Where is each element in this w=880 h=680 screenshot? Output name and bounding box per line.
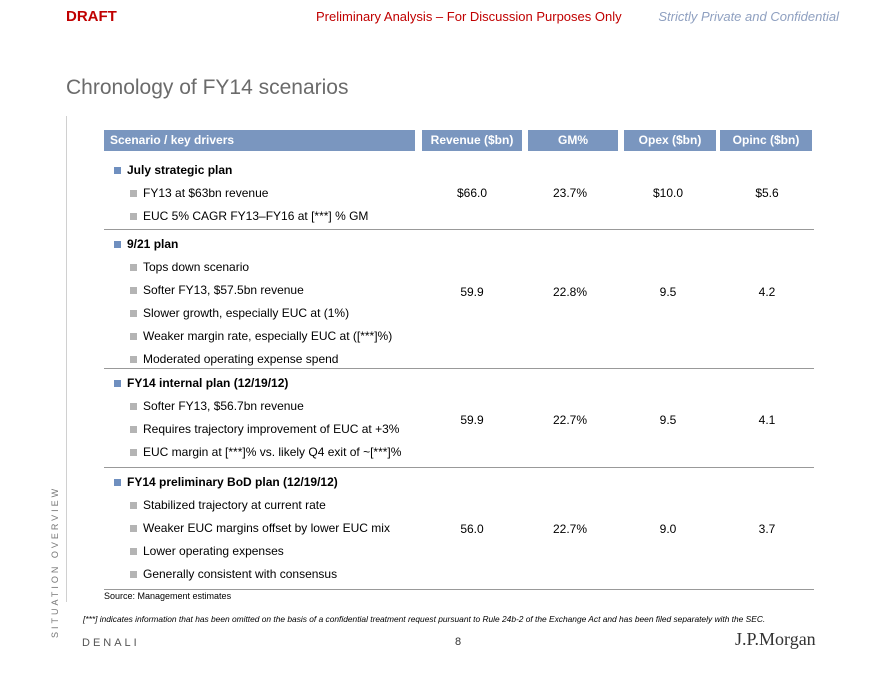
column-header-opinc: Opinc ($bn) (720, 130, 812, 151)
sub-bullet-square-icon (130, 548, 137, 555)
driver-item: Stabilized trajectory at current rate (143, 498, 326, 512)
gm-value: 23.7% (552, 186, 588, 200)
left-divider (66, 116, 67, 602)
revenue-value: 59.9 (460, 285, 484, 299)
bullet-square-icon (114, 241, 121, 248)
sub-bullet-square-icon (130, 403, 137, 410)
jpmorgan-logo: J.P.Morgan (735, 629, 816, 649)
opinc-value: $5.6 (755, 186, 779, 200)
sub-bullet-square-icon (130, 287, 137, 294)
sub-bullet-square-icon (130, 190, 137, 197)
sub-bullet-square-icon (130, 333, 137, 340)
footnote: [***] indicates information that has been omitted on the basis of a confidential treatment request pursuant to Rule 24b-2 of the Exchange Act and has been filed separately with the SEC. (83, 614, 766, 624)
sub-bullet-square-icon (130, 571, 137, 578)
column-header-scenario: Scenario / key drivers (104, 130, 415, 151)
row-separator (104, 229, 814, 230)
driver-item: Lower operating expenses (143, 544, 284, 558)
driver-item: Softer FY13, $57.5bn revenue (143, 283, 304, 297)
opex-value: 9.5 (659, 413, 677, 427)
scenario-name: July strategic plan (127, 163, 233, 177)
page-number: 8 (455, 636, 462, 648)
scenario-name: FY14 internal plan (12/19/12) (127, 376, 289, 390)
sub-bullet-square-icon (130, 525, 137, 532)
revenue-value: 59.9 (460, 413, 484, 427)
opinc-value: 3.7 (758, 522, 776, 536)
column-header-opex: Opex ($bn) (624, 130, 716, 151)
scenario-name: 9/21 plan (127, 237, 179, 251)
driver-item: Requires trajectory improvement of EUC at +3% (143, 422, 400, 436)
bullet-square-icon (114, 167, 121, 174)
confidential-notice: Strictly Private and Confidential (658, 9, 839, 24)
draft-label: DRAFT (66, 8, 117, 25)
driver-item: Softer FY13, $56.7bn revenue (143, 399, 304, 413)
row-separator (104, 368, 814, 369)
revenue-value: 56.0 (460, 522, 484, 536)
column-header-revenue: Revenue ($bn) (422, 130, 522, 151)
opex-value: 9.5 (659, 285, 677, 299)
sub-bullet-square-icon (130, 310, 137, 317)
driver-item: Weaker EUC margins offset by lower EUC mix (143, 521, 390, 535)
sub-bullet-square-icon (130, 213, 137, 220)
revenue-value: $66.0 (456, 186, 488, 200)
gm-value: 22.7% (552, 413, 588, 427)
driver-item: EUC margin at [***]% vs. likely Q4 exit of ~[***]% (143, 445, 402, 459)
opex-value: $10.0 (652, 186, 684, 200)
company-codename: DENALI (82, 637, 140, 649)
opinc-value: 4.2 (758, 285, 776, 299)
gm-value: 22.8% (552, 285, 588, 299)
scenario-name: FY14 preliminary BoD plan (12/19/12) (127, 475, 338, 489)
sub-bullet-square-icon (130, 356, 137, 363)
opinc-value: 4.1 (758, 413, 776, 427)
driver-item: Weaker margin rate, especially EUC at ([***]%) (143, 329, 393, 343)
column-header-gm: GM% (528, 130, 618, 151)
driver-item: Slower growth, especially EUC at (1%) (143, 306, 350, 320)
sub-bullet-square-icon (130, 502, 137, 509)
bullet-square-icon (114, 479, 121, 486)
preliminary-notice: Preliminary Analysis – For Discussion Purposes Only (316, 9, 622, 24)
sub-bullet-square-icon (130, 449, 137, 456)
driver-item: FY13 at $63bn revenue (143, 186, 269, 200)
driver-item: EUC 5% CAGR FY13–FY16 at [***] % GM (143, 209, 369, 223)
source-note: Source: Management estimates (104, 591, 232, 601)
sub-bullet-square-icon (130, 264, 137, 271)
row-separator (104, 589, 814, 590)
driver-item: Tops down scenario (143, 260, 250, 274)
section-sidebar-label: SITUATION OVERVIEW (50, 485, 60, 638)
driver-item: Generally consistent with consensus (143, 567, 338, 581)
row-separator (104, 467, 814, 468)
driver-item: Moderated operating expense spend (143, 352, 339, 366)
sub-bullet-square-icon (130, 426, 137, 433)
page-title: Chronology of FY14 scenarios (66, 76, 349, 99)
bullet-square-icon (114, 380, 121, 387)
gm-value: 22.7% (552, 522, 588, 536)
opex-value: 9.0 (659, 522, 677, 536)
